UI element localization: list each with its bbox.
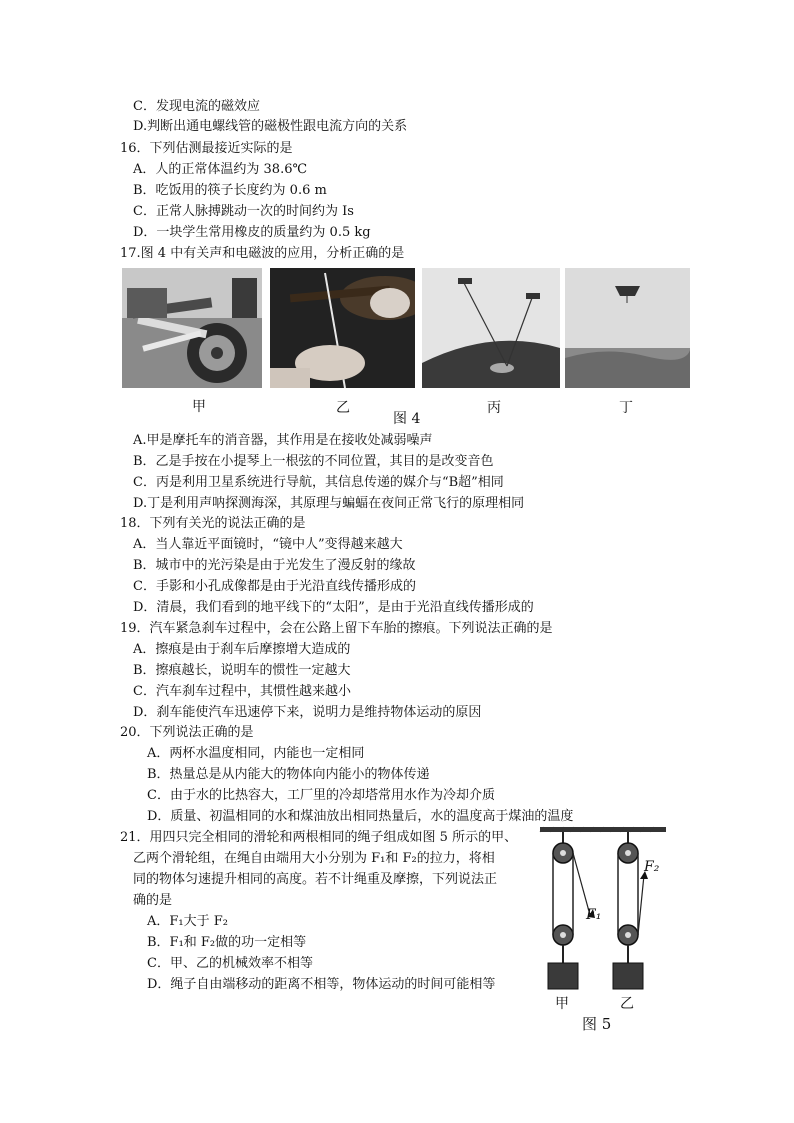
q19-option-d: D．刹车能使汽车迅速停下来，说明力是维持物体运动的原因 <box>133 705 482 720</box>
figure-4-photo-sonar <box>565 268 690 388</box>
q21-option-b: B．F₁和 F₂做的功一定相等 <box>147 935 307 950</box>
figure-5-label-jia: 甲 <box>555 996 569 1012</box>
q18-option-b: B．城市中的光污染是由于光发生了漫反射的缘故 <box>133 558 416 573</box>
q18-stem: 18．下列有关光的说法正确的是 <box>120 516 306 531</box>
q21-stem-line-3: 同的物体匀速提升相同的高度。若不计绳重及摩擦，下列说法正 <box>133 872 498 887</box>
q20-stem: 20．下列说法正确的是 <box>120 725 254 740</box>
q19-option-b: B．擦痕越长，说明车的惯性一定越大 <box>133 663 351 678</box>
q17-stem: 17.图 4 中有关声和电磁波的应用，分析正确的是 <box>120 246 405 261</box>
figure-4-label-yi: 乙 <box>336 400 350 416</box>
figure-4-photo-motorcycle <box>122 268 262 388</box>
figure-5-pulley-diagram <box>538 825 668 1035</box>
q17-option-b: B．乙是手按在小提琴上一根弦的不同位置，其目的是改变音色 <box>133 454 494 469</box>
q16-option-c: C．正常人脉搏跳动一次的时间约为 Is <box>133 204 354 219</box>
q21-option-d: D．绳子自由端移动的距离不相等，物体运动的时间可能相等 <box>147 977 496 992</box>
q16-stem: 16．下列估测最接近实际的是 <box>120 141 293 156</box>
figure-4-label-ding: 丁 <box>619 400 633 416</box>
q17-option-d: D.丁是利用声呐探测海深，其原理与蝙蝠在夜间正常飞行的原理相同 <box>133 496 525 511</box>
figure-4-label-bing: 丙 <box>487 400 501 416</box>
q17-option-c: C．丙是利用卫星系统进行导航，其信息传递的媒介与“B超”相同 <box>133 475 504 490</box>
q20-option-d: D．质量、初温相同的水和煤油放出相同热量后，水的温度高于煤油的温度 <box>147 809 574 824</box>
q21-stem-line-2: 乙两个滑轮组，在绳自由端用大小分别为 F₁和 F₂的拉力，将相 <box>133 851 495 866</box>
q21-option-a: A．F₁大于 F₂ <box>147 914 228 929</box>
figure-4-label-jia: 甲 <box>192 399 206 415</box>
q16-option-b: B．吃饭用的筷子长度约为 0.6 m <box>133 183 327 198</box>
q20-option-c: C．由于水的比热容大，工厂里的冷却塔常用水作为冷却介质 <box>147 788 495 803</box>
q19-option-a: A．擦痕是由于刹车后摩擦增大造成的 <box>133 642 351 657</box>
figure-4-caption: 图 4 <box>393 411 421 427</box>
q18-option-d: D．清晨，我们看到的地平线下的“太阳”，是由于光沿直线传播形成的 <box>133 600 534 615</box>
figure-4-photo-violin <box>270 268 415 388</box>
figure-5-label-yi: 乙 <box>620 996 634 1012</box>
q21-stem-line-4: 确的是 <box>133 893 173 908</box>
q18-option-a: A．当人靠近平面镜时，“镜中人”变得越来越大 <box>133 537 403 552</box>
q20-option-b: B．热量总是从内能大的物体向内能小的物体传递 <box>147 767 430 782</box>
figure-5-label-f1: F₁ <box>586 907 602 923</box>
figure-5-label-f2: F₂ <box>644 859 660 875</box>
figure-4-photo-satellite-navigation <box>422 268 560 388</box>
q18-option-c: C．手影和小孔成像都是由于光沿直线传播形成的 <box>133 579 416 594</box>
q17-option-a: A.甲是摩托车的消音器，其作用是在接收处减弱噪声 <box>133 433 433 448</box>
q20-option-a: A．两杯水温度相同，内能也一定相同 <box>147 746 365 761</box>
q16-option-a: A．人的正常体温约为 38.6℃ <box>133 162 308 177</box>
q15-option-d: D.判断出通电螺线管的磁极性跟电流方向的关系 <box>133 119 408 134</box>
figure-5-caption: 图 5 <box>582 1015 612 1033</box>
q21-stem-line-1: 21．用四只完全相同的滑轮和两根相同的绳子组成如图 5 所示的甲、 <box>120 830 518 845</box>
q19-stem: 19．汽车紧急刹车过程中，会在公路上留下车胎的擦痕。下列说法正确的是 <box>120 621 553 636</box>
q21-option-c: C．甲、乙的机械效率不相等 <box>147 956 313 971</box>
q16-option-d: D．一块学生常用橡皮的质量约为 0.5 kg <box>133 225 371 240</box>
q15-option-c: C．发现电流的磁效应 <box>133 99 260 114</box>
q19-option-c: C．汽车刹车过程中，其惯性越来越小 <box>133 684 351 699</box>
